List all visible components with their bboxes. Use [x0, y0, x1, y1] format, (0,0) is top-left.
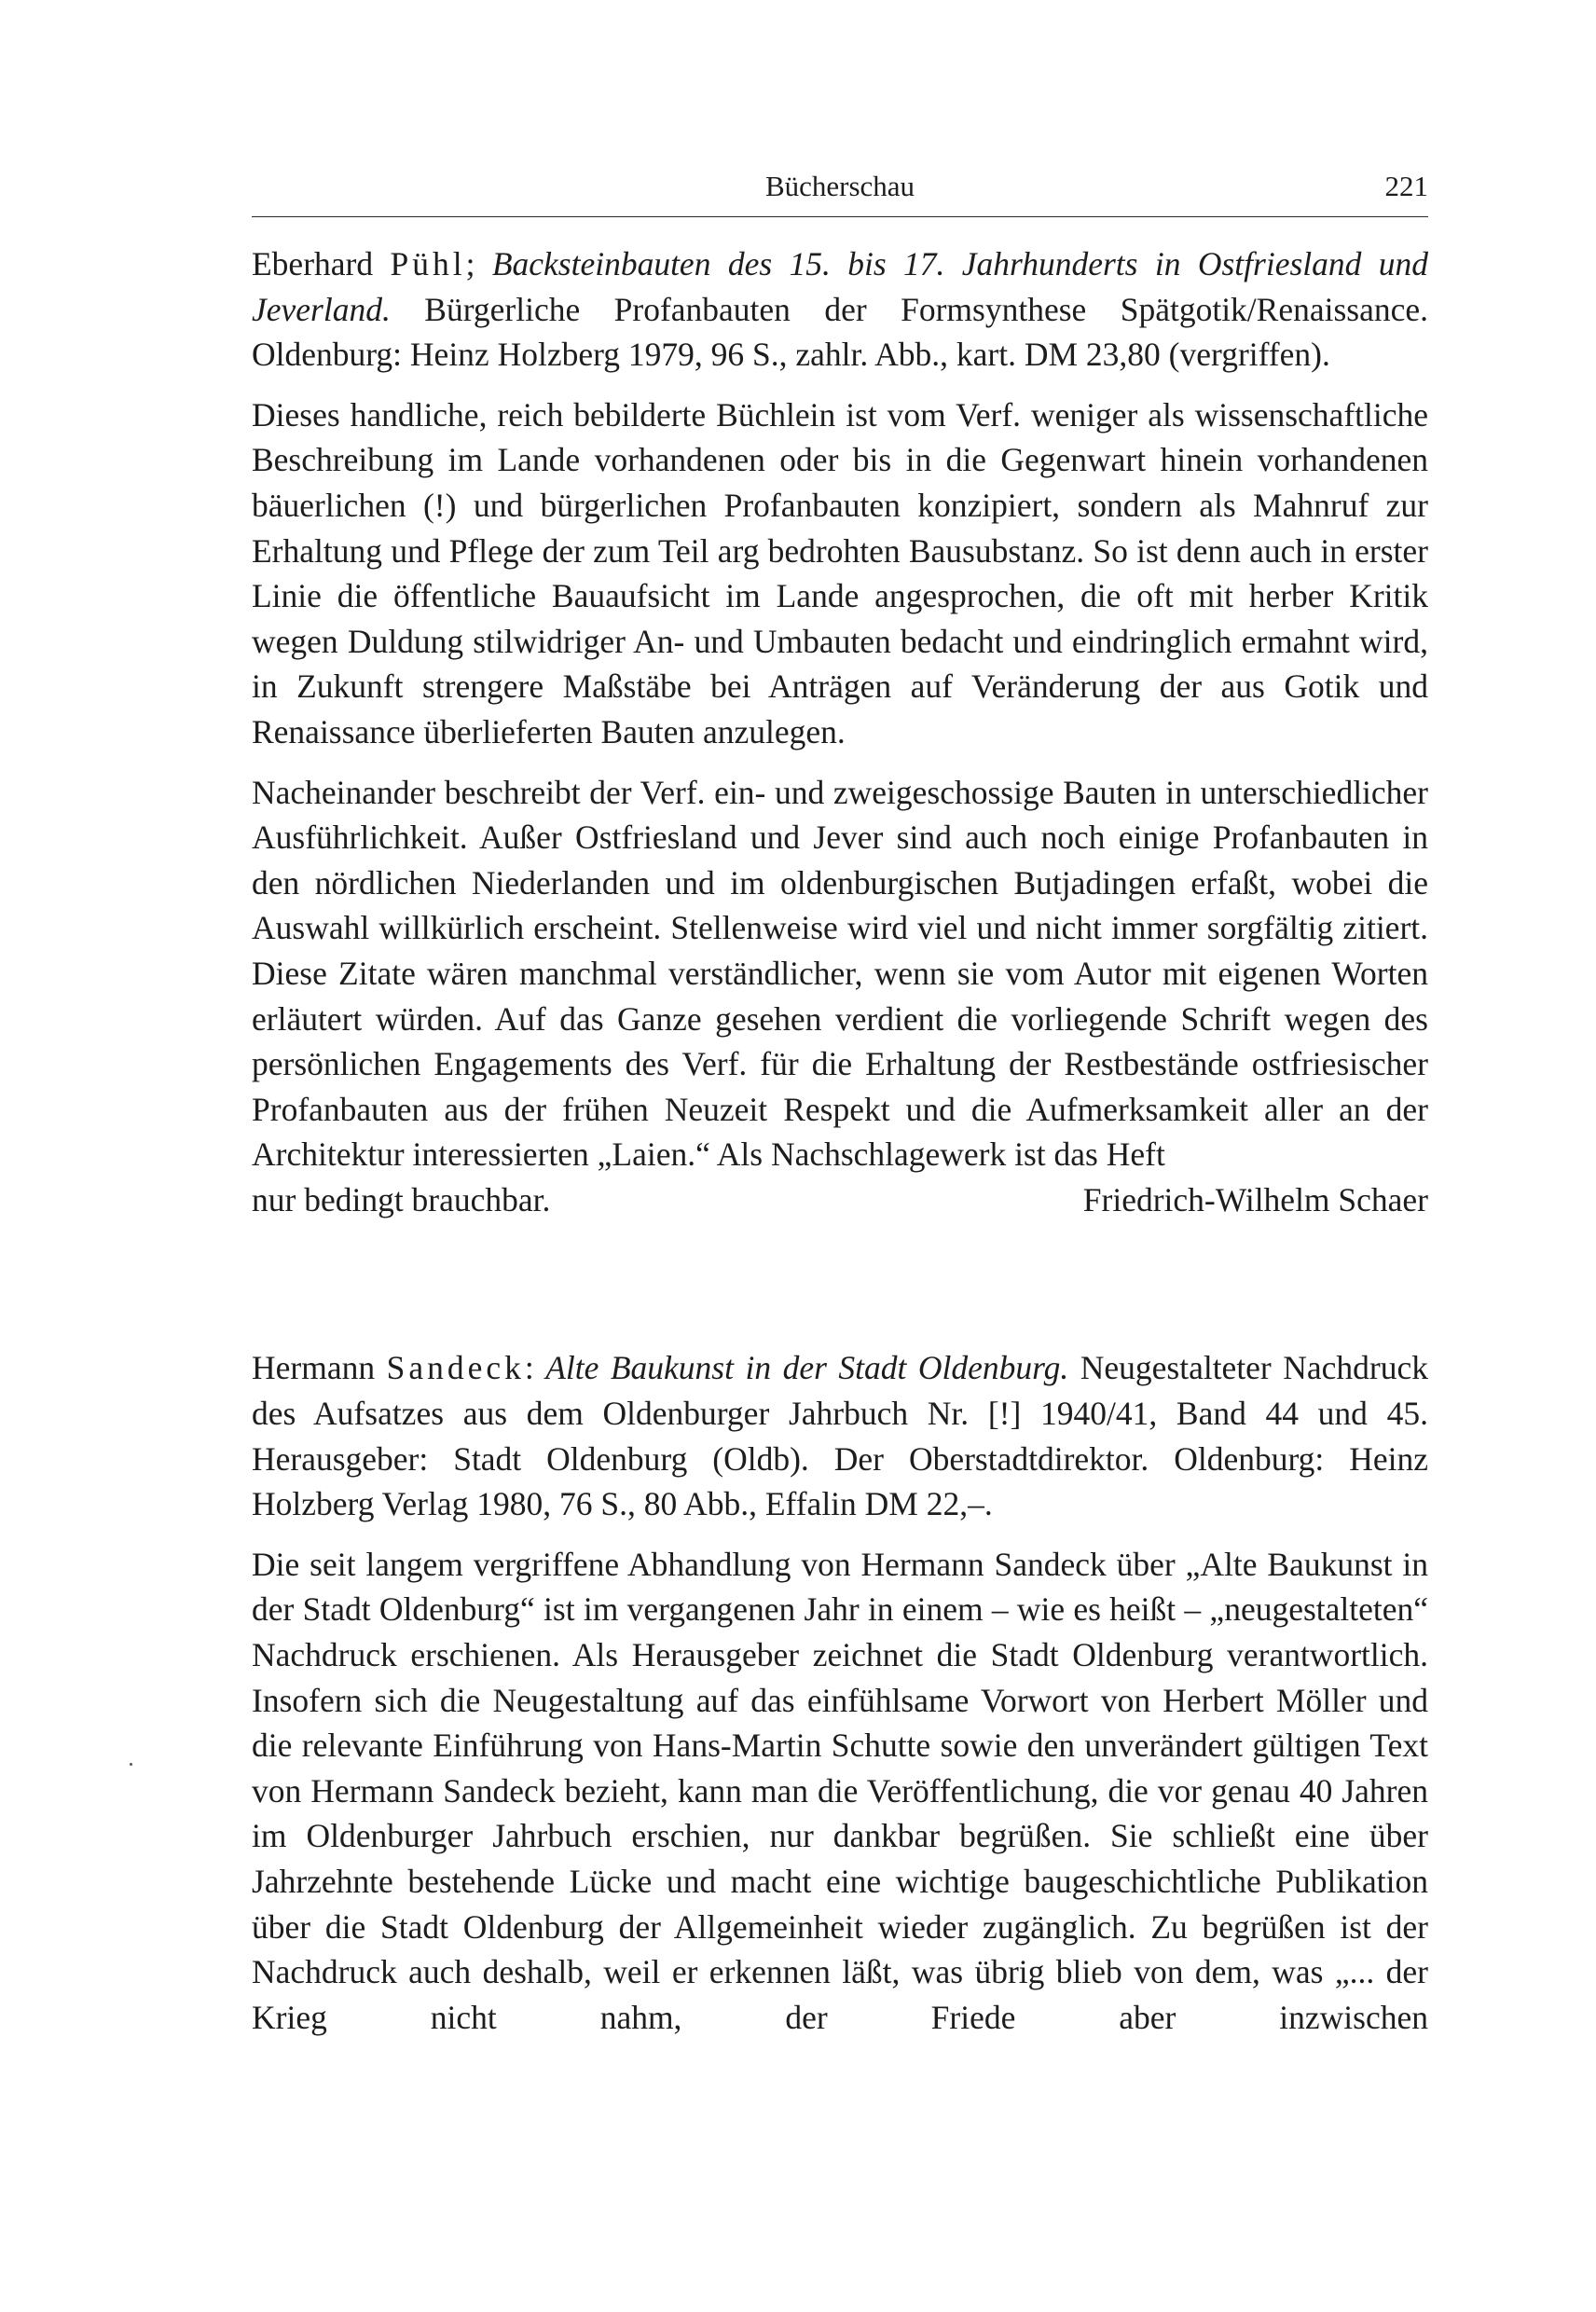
document-page — [252, 168, 1428, 2055]
review-paragraph-text: Nacheinander beschreibt der Verf. ein- und zweigeschossige Bauten in unterschiedlicher Ausführlichkeit. Außer Ostfriesland und Jever sind auch noch einige Profanbauten in den nördlichen Niederlanden und im oldenburgischen Butjadingen erfaßt, wobei die Auswahl willkürlich erscheint. Stellenweise wird viel und nicht immer sorgfältig zitiert. Diese Zitate wären manchmal verständlicher, wenn sie vom Autor mit eigenen Worten erläutert würden. Auf das Ganze gesehen verdient die vorliegende Schrift wegen des persönlichen Engagements des Verf. für die Erhaltung der Restbestände ostfriesischer Profanbauten aus der frühen Neuzeit Respekt und die Aufmerksamkeit aller an der Architektur interessierten „Laien.“ Als Nachschlagewerk ist das Heft — [252, 773, 1428, 1174]
review-paragraph: Dieses handliche, reich bebilderte Büchlein ist vom Verf. weniger als wissenschaftliche Beschreibung im Lande vorhandenen oder bis in die Gegenwart hinein vorhandenen bäuerlichen (!) und bürgerlichen Profanbauten konzipiert, sondern als Mahnruf zur Erhaltung und Pflege der zum Teil arg bedrohten Bausubstanz. So ist denn auch in erster Linie die öffentliche Bauaufsicht im Lande angesprochen, die oft mit herber Kritik wegen Duldung stilwidriger An- und Umbauten bedacht und eindringlich ermahnt wird, in Zukunft strengere Maßstäbe bei Anträgen auf Veränderung der aus Gotik und Renaissance überlieferten Bauten anzulegen. — [252, 395, 1428, 750]
review-paragraph — [252, 770, 1428, 1177]
book-details: Neugestalteter Nachdruck des Aufsatzes aus dem Oldenburger Jahrbuch Nr. [!] 1940/41, Band 44 und 45. Herausgeber: Stadt Oldenburg (Oldb). Der Oberstadtdirektor. Oldenburg: Heinz Holzberg Verlag 1980, 76 S., 80 Abb., Effalin DM 22,–. — [252, 1349, 1428, 1523]
review-sandeck — [252, 1345, 1428, 2040]
book-details: Bürgerliche Profanbauten der Formsynthese Spätgotik/Renaissance. Oldenburg: Heinz Holzberg 1979, 96 S., zahlr. Abb., kart. DM 23,80 (vergriffen). — [252, 290, 1428, 374]
bibliographic-entry: Hermann Sandeck: Alte Baukunst in der Stadt Oldenburg. Neugestalteter Nachdruck des Aufsatzes aus dem Oldenburger Jahrbuch Nr. [!] 1940/41, Band 44 und 45. Herausgeber: Stadt Oldenburg (Oldb). Der Oberstadtdirektor. Oldenburg: Heinz Holzberg Verlag 1980, 76 S., 80 Abb., Effalin DM 22,–. — [252, 1349, 1428, 1523]
author-first-name: Hermann — [252, 1349, 387, 1387]
closing-text: nur bedingt brauchbar. — [252, 1180, 551, 1218]
reviewer-name: Friedrich-Wilhelm Schaer — [1082, 1180, 1428, 1218]
closing-line — [252, 1177, 1428, 1223]
author-surname: Pühl — [390, 245, 466, 282]
review-puehl — [252, 241, 1428, 1222]
book-title: Alte Baukunst in der Stadt Oldenburg. — [545, 1349, 1069, 1387]
header-rule — [252, 216, 1428, 217]
page-number: 221 — [1384, 170, 1428, 202]
bibliographic-entry: Eberhard Pühl; Backsteinbauten des 15. bis 17. Jahrhunderts in Ostfriesland und Jeverland. Bürgerliche Profanbauten der Formsynthese Spätgotik/Renaissance. Oldenburg: Heinz Holzberg 1979, 96 S., zahlr. Abb., kart. DM 23,80 (vergriffen). — [252, 245, 1429, 374]
section-gap — [252, 1222, 1428, 1345]
running-title: Bücherschau — [764, 170, 915, 202]
book-title: Backsteinbauten des 15. bis 17. Jahrhunderts in Ostfriesland und Jeverland. — [252, 245, 1429, 328]
margin-mark — [130, 1763, 132, 1766]
author-surname: Sandeck — [386, 1349, 525, 1387]
author-first-name: Eberhard — [252, 245, 391, 282]
running-head — [252, 168, 1428, 211]
review-paragraph: Die seit langem vergriffene Abhandlung von Hermann Sandeck über „Alte Baukunst in der Stadt Oldenburg“ ist im vergangenen Jahr in einem – wie es heißt – „neugestalteten“ Nachdruck erschienen. Als Herausgeber zeichnet die Stadt Oldenburg verantwortlich. Insofern sich die Neugestaltung auf das einfühlsame Vorwort von Herbert Möller und die relevante Einführung von Hans-Martin Schutte sowie den unverändert gültigen Text von Hermann Sandeck bezieht, kann man die Veröffentlichung, die vor genau 40 Jahren im Oldenburger Jahrbuch erschien, nur dankbar begrüßen. Sie schließt eine über Jahrzehnte bestehende Lücke und macht eine wichtige baugeschichtliche Publikation über die Stadt Oldenburg der Allgemeinheit wieder zugänglich. Zu begrüßen ist der Nachdruck auch deshalb, weil er erkennen läßt, was übrig blieb von dem, was „... der Krieg nicht nahm, der Friede aber inzwischen — [252, 1545, 1428, 2036]
